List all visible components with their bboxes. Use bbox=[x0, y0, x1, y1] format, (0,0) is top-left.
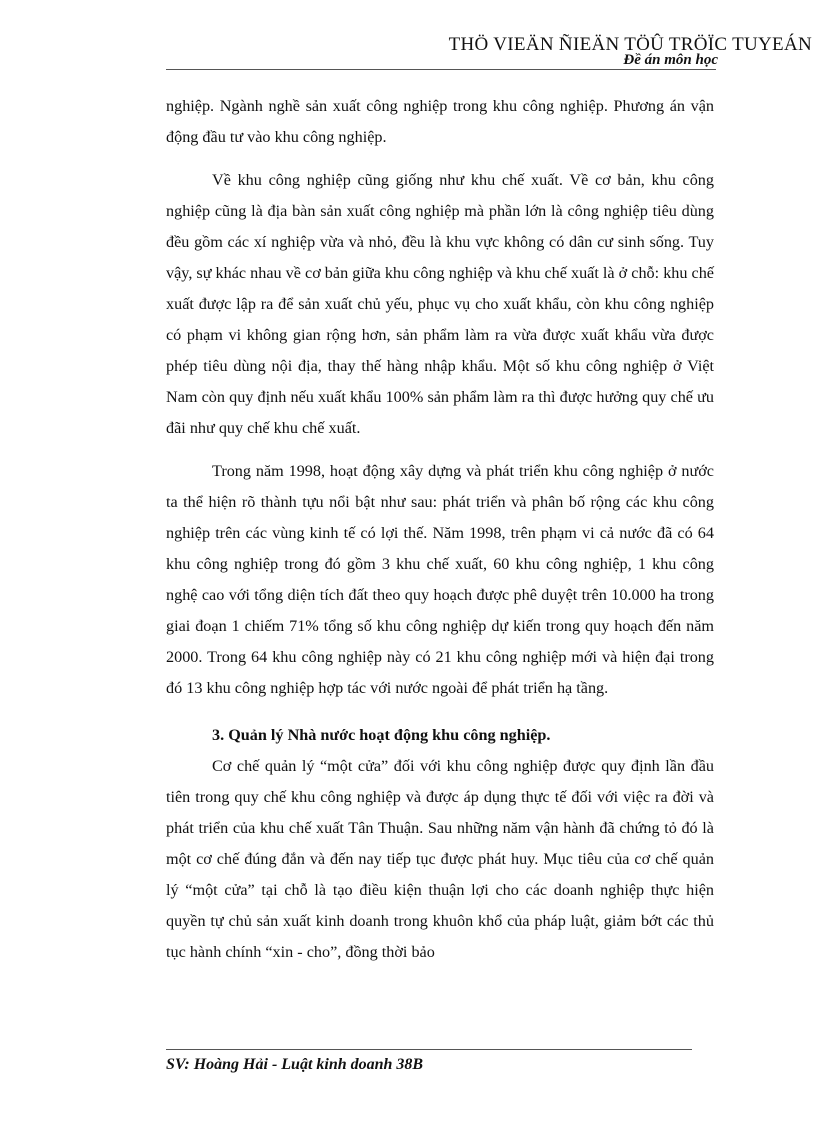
paragraph-1: nghiệp. Ngành nghề sản xuất công nghiệp trong khu công nghiệp. Phương án vận động đầu tư vào khu công nghiệp. bbox=[166, 97, 714, 146]
watermark-text: THÖ VIEÄN ÑIEÄN TÖÛ TRÖÏC TUYEÁN bbox=[448, 34, 812, 55]
section-heading: 3. Quản lý Nhà nước hoạt động khu công nghiệp. bbox=[212, 726, 551, 744]
paragraph-2: Về khu công nghiệp cũng giống như khu chế xuất. Về cơ bản, khu công nghiệp cũng là địa bàn sản xuất công nghiệp mà phần lớn là công nghiệp tiêu dùng đều gồm các xí nghiệp vừa và nhỏ, đều là khu vực không có dân cư sinh sống. Tuy vậy, sự khác nhau về cơ bản giữa khu công nghiệp và khu chế xuất là ở chỗ: khu chế xuất được lập ra để sản xuất chủ yếu, phục vụ cho xuất khẩu, còn khu công nghiệp có phạm vi không gian rộng hơn, sản phẩm làm ra vừa được xuất khẩu vừa được phép tiêu dùng nội địa, thay thế hàng nhập khẩu. Một số khu công nghiệp ở Việt Nam còn quy định nếu xuất khẩu 100% sản phẩm làm ra thì được hưởng quy chế ưu đãi như quy chế khu chế xuất. bbox=[166, 171, 714, 437]
footer-divider bbox=[166, 1049, 692, 1050]
footer-author: SV: Hoàng Hải - Luật kinh doanh 38B bbox=[166, 1056, 424, 1073]
header-divider bbox=[166, 69, 716, 70]
paragraph-3: Trong năm 1998, hoạt động xây dựng và phát triển khu công nghiệp ở nước ta thể hiện rõ thành tựu nổi bật như sau: phát triển và phân bố rộng các khu công nghiệp trên các vùng kinh tế có lợi thế. Năm 1998, trên phạm vi cả nước đã có 64 khu công nghiệp trong đó gồm 3 khu chế xuất, 60 khu công nghiệp, 1 khu công nghệ cao với tổng diện tích đất theo quy hoạch được phê duyệt trên 10.000 ha trong giai đoạn 1 chiếm 71% tổng số khu công nghiệp dự kiến trong quy hoạch đến năm 2000. Trong 64 khu công nghiệp này có 21 khu công nghiệp mới và hiện đại trong đó 13 khu công nghiệp hợp tác với nước ngoài để phát triển hạ tầng. bbox=[166, 462, 714, 697]
paragraph-4: Cơ chế quản lý “một cửa” đối với khu công nghiệp được quy định lần đầu tiên trong quy chế khu công nghiệp và được áp dụng thực tế đối với việc ra đời và phát triển của khu chế xuất Tân Thuận. Sau những năm vận hành đã chứng tỏ đó là một cơ chế đúng đắn và đến nay tiếp tục được phát huy. Mục tiêu của cơ chế quản lý “một cửa” tại chỗ là tạo điều kiện thuận lợi cho các doanh nghiệp thực hiện quyền tự chủ sản xuất kinh doanh trong khuôn khổ của pháp luật, giảm bớt các thủ tục hành chính “xin - cho”, đồng thời bảo bbox=[166, 757, 714, 961]
document-body bbox=[166, 91, 714, 968]
header-subtitle: Đề án môn học bbox=[623, 52, 718, 68]
